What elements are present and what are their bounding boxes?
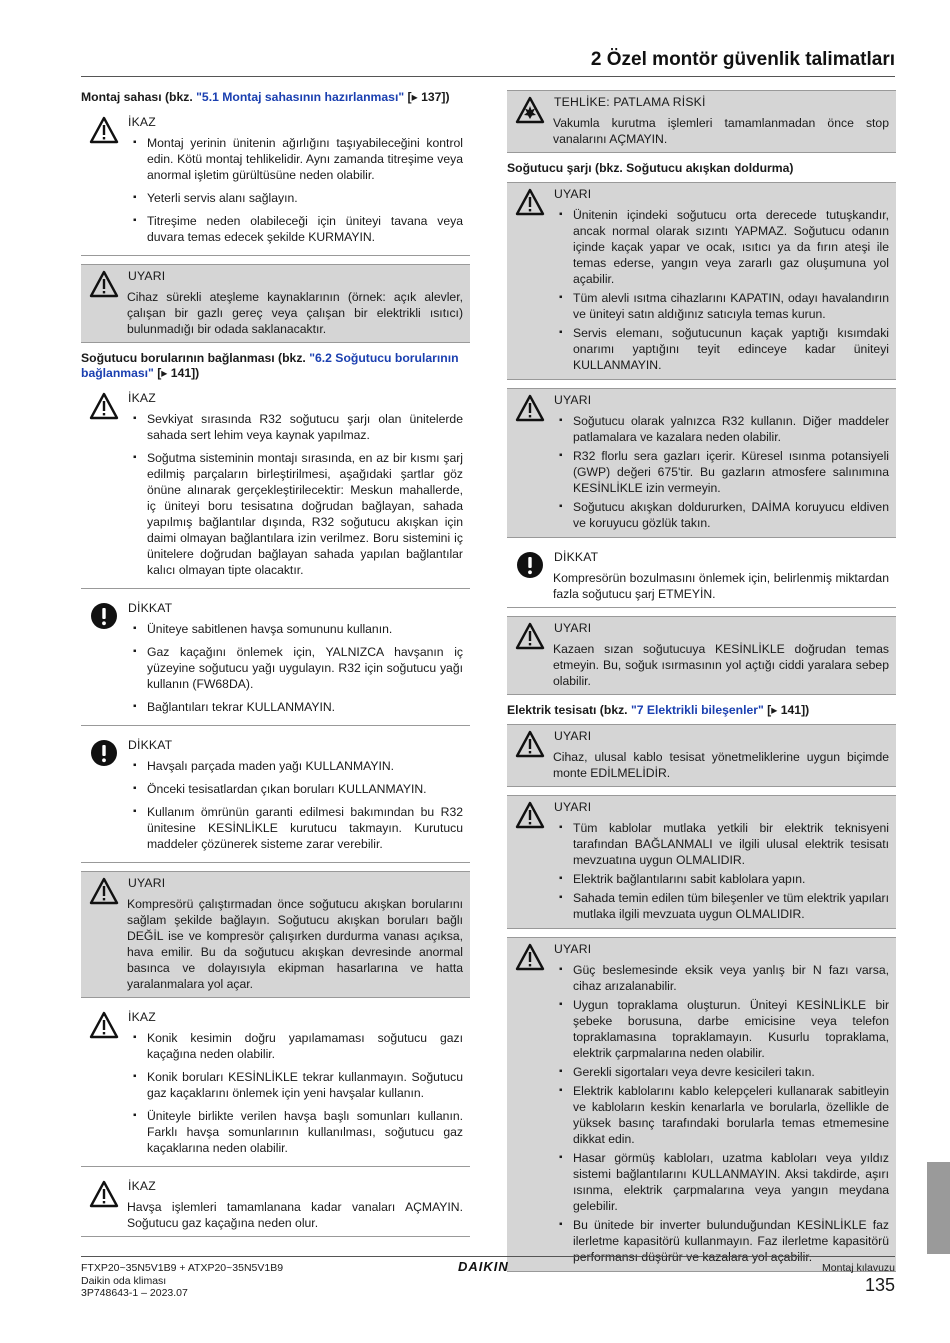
link-montaj-sahasi[interactable]: "5.1 Montaj sahasının hazırlanması" bbox=[196, 90, 405, 104]
footer-rule bbox=[81, 1256, 895, 1257]
warning-triangle-icon bbox=[89, 1011, 119, 1039]
left-column bbox=[81, 90, 470, 1245]
list-item: ▪ Tüm alevli ısıtma cihazlarını KAPATIN, odayı havalandırın ve üniteyi satın aldığınız satıcıyla temas kurun. bbox=[553, 290, 889, 322]
list-item: ▪ Üniteye sabitlenen havşa somununu kullanın. bbox=[127, 621, 463, 637]
list-item: ▪ Montaj yerinin ünitenin ağırlığını taşıyabileceğini kontrol edin. Kötü montaj tehlikelidir. Aynı zamanda titreşime veya anormal işletim gürültüsüne neden olabilir. bbox=[127, 135, 463, 183]
notice-box bbox=[81, 597, 470, 726]
box-text: Cihaz sürekli ateşleme kaynaklarının (örnek: açık alevler, çalışan bir gazlı gereç veya çalışan bir elektrikli ısıtıcı) bulunmadığı bir odada saklanacaktır. bbox=[127, 290, 463, 336]
warning-triangle-icon bbox=[89, 1180, 119, 1208]
notice-box bbox=[507, 546, 896, 608]
box-label: UYARI bbox=[554, 800, 592, 814]
exclamation-circle-icon bbox=[515, 551, 545, 579]
list-item: ▪ Konik boruları KESİNLİKLE tekrar kullanmayın. Soğutucu gaz kaçaklarını önlemek için yeni havşalar kullanın. bbox=[127, 1069, 463, 1101]
warning-box bbox=[507, 937, 896, 1272]
box-label: UYARI bbox=[554, 393, 592, 407]
box-label: UYARI bbox=[554, 942, 592, 956]
caution-box bbox=[81, 111, 470, 256]
list-item: ▪ Hasar görmüş kabloları, uzatma kabloları veya yıldız sistemi bağlantılarını KULLANMAYIN. Aksi takdirde, aşırı ısınma, elektrik çarpmalarına veya yangın meydana gelebilir. bbox=[553, 1150, 889, 1214]
warning-triangle-icon bbox=[89, 116, 119, 144]
link-elektrikli-bilesenler[interactable]: "7 Elektrikli bileşenler" bbox=[630, 703, 764, 717]
warning-box bbox=[81, 871, 470, 998]
box-label: İKAZ bbox=[128, 115, 156, 129]
list-item: ▪ Uygun topraklama oluşturun. Üniteyi KESİNLİKLE bir şebeke borusuna, darbe emicisine veya telefon topraklamasına topraklamayın. Kusurlu topraklama, elektrik çarpmalarına neden olabilir. bbox=[553, 997, 889, 1061]
warning-triangle-icon bbox=[515, 730, 545, 758]
caution-box bbox=[81, 1175, 470, 1237]
box-label: İKAZ bbox=[128, 1010, 156, 1024]
list-item: ▪ R32 florlu sera gazları içerir. Küresel ısınma potansiyeli (GWP) değeri 675'tir. Bu gazların atmosfere salınımına KESİNLİKLE izin vermeyin. bbox=[553, 448, 889, 496]
header-rule bbox=[81, 76, 895, 77]
list-item: ▪ Elektrik bağlantılarını sabit kablolara yapın. bbox=[553, 871, 889, 887]
list-item: ▪ Gaz kaçağını önlemek için, YALNIZCA havşanın iç yüzeyine soğutucu yağı uygulayın. R32 için soğutucu yağı kullanın (FW68DA). bbox=[127, 644, 463, 692]
footer-doc-title: Montaj kılavuzu bbox=[822, 1262, 895, 1274]
warning-triangle-icon bbox=[515, 801, 545, 829]
warning-box bbox=[81, 264, 470, 343]
warning-triangle-icon bbox=[89, 877, 119, 905]
explosion-hazard-icon bbox=[515, 96, 545, 124]
box-text: Kazaen sızan soğutucuya KESİNLİKLE doğrudan temas etmeyin. Bu, soğuk ısırmasının yol açtığı ciddi yaralara sebep olabilir. bbox=[553, 642, 889, 688]
list-item: ▪ Yeterli servis alanı sağlayın. bbox=[127, 190, 463, 206]
footer-code: 3P748643-1 – 2023.07 bbox=[81, 1287, 188, 1299]
section-heading-sogutucu-borulari: Soğutucu borularının bağlanması (bkz. "6.2 Soğutucu borularının bağlanması" [▸ 141]) bbox=[81, 351, 459, 380]
warning-triangle-icon bbox=[89, 392, 119, 420]
box-label: UYARI bbox=[554, 621, 592, 635]
warning-box bbox=[507, 182, 896, 380]
warning-box bbox=[507, 388, 896, 538]
box-label: UYARI bbox=[128, 269, 166, 283]
list-item: ▪ Sahada temin edilen tüm bileşenler ve tüm elektrik yapıları mutlaka ilgili mevzuata uygun OLMALIDIR. bbox=[553, 890, 889, 922]
list-item: ▪ Tüm kablolar mutlaka yetkili bir elektrik teknisyeni tarafından BAĞLANMALI ve ilgili ulusal elektrik tesisatı mevzuatına uygun OLMALIDIR. bbox=[553, 820, 889, 868]
list-item: ▪ Üniteyle birlikte verilen havşa başlı somunları kullanın. Farklı havşa somunlarının kullanılması, soğutucu gaz kaçaklarına neden olabilir. bbox=[127, 1108, 463, 1156]
warning-box bbox=[507, 724, 896, 787]
list-item: ▪ Servis elemanı, soğutucunun kaçak yaptığı kısımdaki onarımı yaptığını teyit edinceye kadar üniteyi KULLANMAYIN. bbox=[553, 325, 889, 373]
list-item: ▪ Ünitenin içindeki soğutucu orta derecede tutuşkandır, ancak normal olarak sızıntı YAPMAZ. Soğutucu odanın içinde kaçak yapar ve ocak, ısıtıcı ya da fırın ateşi ile temas ederse, yangın veya zararlı gaz oluşumuna yol açabilir. bbox=[553, 207, 889, 287]
list-item: ▪ Soğutma sisteminin montajı sırasında, en az bir kısmı şarj edilmiş parçaların birleştirilmesi, aşağıdaki şartlar göz önüne alınarak gerçekleştirilecektir: Meskun mahallerde, iç üniteyi boru tesisatına doğrudan bağlayan, sahada yapılmış bağlantılar dışında, R32 soğutucu akışkan için daimi olmayan bağlantılara izin verilmez. Boru sistemini iç ünitelere doğrudan bağlayan sahada yapılan bağlantılar kalıcı olmayan tipte olacaktır. bbox=[127, 450, 463, 578]
caution-box bbox=[81, 387, 470, 589]
box-text: Kompresörün bozulmasını önlemek için, belirlenmiş miktardan fazla soğutucu şarj ETMEYİN. bbox=[553, 571, 889, 601]
footer-page-info bbox=[822, 1262, 895, 1295]
section-heading-sogutucu-sarji: Soğutucu şarjı (bkz. Soğutucu akışkan doldurma) bbox=[507, 161, 794, 175]
list-item: ▪ Havşalı parçada maden yağı KULLANMAYIN. bbox=[127, 758, 463, 774]
box-label: DİKKAT bbox=[128, 738, 173, 752]
list-item: ▪ Güç beslemesinde eksik veya yanlış bir N fazı varsa, cihaz arızalanabilir. bbox=[553, 962, 889, 994]
daikin-logo: DAIKIN bbox=[458, 1259, 509, 1274]
list-item: ▪ Bağlantıları tekrar KULLANMAYIN. bbox=[127, 699, 463, 715]
danger-box bbox=[507, 90, 896, 153]
box-label: DİKKAT bbox=[554, 550, 599, 564]
box-text: Vakumla kurutma işlemleri tamamlanmadan önce stop vanalarını AÇMAYIN. bbox=[553, 116, 889, 146]
warning-triangle-icon bbox=[89, 270, 119, 298]
list-item: ▪ Titreşime neden olabileceği için üniteyi tavana veya duvara temas edecek şekilde KURMAYIN. bbox=[127, 213, 463, 245]
notice-box bbox=[81, 734, 470, 863]
footer-product-info bbox=[81, 1262, 283, 1300]
warning-triangle-icon bbox=[515, 188, 545, 216]
warning-box bbox=[507, 616, 896, 695]
list-item: ▪ Sevkiyat sırasında R32 soğutucu şarjı olan ünitelerde sahada sert lehim veya kaynak yapılmaz. bbox=[127, 411, 463, 443]
list-item: ▪ Elektrik kablolarını kablo kelepçeleri kullanarak sabitleyin ve kabloların keskin kenarlarla ve borularla, özellikle de yüksek basınç tarafındaki borularla temas etmemesine dikkat edin. bbox=[553, 1083, 889, 1147]
box-label: DİKKAT bbox=[128, 601, 173, 615]
link-sogutucu-borulari[interactable]: "6.2 Soğutucu borularının bağlanması" bbox=[81, 351, 459, 380]
warning-box bbox=[507, 795, 896, 929]
list-item: ▪ Soğutucu akışkan doldururken, DAİMA koruyucu eldiven ve koruyucu gözlük takın. bbox=[553, 499, 889, 531]
page-number: 135 bbox=[864, 1274, 895, 1295]
footer-product: Daikin oda kliması bbox=[81, 1274, 167, 1287]
section-heading-montaj-sahasi: Montaj sahası (bkz. "5.1 Montaj sahasının hazırlanması" [▸ 137]) bbox=[81, 90, 450, 104]
warning-triangle-icon bbox=[515, 394, 545, 422]
list-item: ▪ Soğutucu olarak yalnızca R32 kullanın. Diğer maddeler patlamalara ve kazalara neden olabilir. bbox=[553, 413, 889, 445]
caution-box bbox=[81, 1006, 470, 1167]
box-label: İKAZ bbox=[128, 1179, 156, 1193]
chapter-tab bbox=[927, 1162, 950, 1254]
section-heading-elektrik-tesisati: Elektrik tesisatı (bkz. "7 Elektrikli bileşenler" [▸ 141]) bbox=[507, 703, 810, 717]
box-label: İKAZ bbox=[128, 391, 156, 405]
footer-model: FTXP20~35N5V1B9 + ATXP20~35N5V1B9 bbox=[81, 1262, 284, 1274]
exclamation-circle-icon bbox=[89, 739, 119, 767]
right-column bbox=[507, 90, 896, 1280]
exclamation-circle-icon bbox=[89, 602, 119, 630]
list-item: ▪ Konik kesimin doğru yapılamaması soğutucu gazı kaçağına neden olabilir. bbox=[127, 1030, 463, 1062]
page-title: 2 Özel montör güvenlik talimatları bbox=[590, 49, 895, 70]
box-text: Kompresörü çalıştırmadan önce soğutucu akışkan borularını sağlam şekilde bağlayın. Soğutucu akışkan boruları bağlı DEĞİL ise ve kompresör çalışırken durdurma vanası açıksa, hava emilir. Bu da soğutucu akışkan devresinde anormal basınca ve dolayısıyla ekipman hasarlarına ve hatta yaralanmalara yol açar. bbox=[127, 897, 463, 991]
list-item: ▪ Bu ünitede bir inverter bulunduğundan KESİNLİKLE faz ilerletme kapasitörü kullanmayın. Faz ilerletme kapasitörü performansı düşürür ve kazalara yol açabilir. bbox=[553, 1217, 889, 1265]
box-label: UYARI bbox=[554, 187, 592, 201]
box-label: TEHLİKE: PATLAMA RİSKİ bbox=[554, 95, 706, 109]
list-item: ▪ Gerekli sigortaları veya devre kesicileri takın. bbox=[553, 1064, 889, 1080]
list-item: ▪ Kullanım ömrünün garanti edilmesi bakımından bu R32 ünitesine KESİNLİKLE kurutucu takmayın. Kurutucu maddeler çözünerek sisteme zarar verebilir. bbox=[127, 804, 463, 852]
list-item: ▪ Önceki tesisatlardan çıkan boruları KULLANMAYIN. bbox=[127, 781, 463, 797]
warning-triangle-icon bbox=[515, 943, 545, 971]
box-label: UYARI bbox=[128, 876, 166, 890]
box-text: Cihaz, ulusal kablo tesisat yönetmeliklerine uygun biçimde monte EDİLMELİDİR. bbox=[553, 750, 889, 780]
box-text: Havşa işlemleri tamamlanana kadar vanaları AÇMAYIN. Soğutucu gaz kaçağına neden olur. bbox=[127, 1200, 463, 1230]
warning-triangle-icon bbox=[515, 622, 545, 650]
box-label: UYARI bbox=[554, 729, 592, 743]
